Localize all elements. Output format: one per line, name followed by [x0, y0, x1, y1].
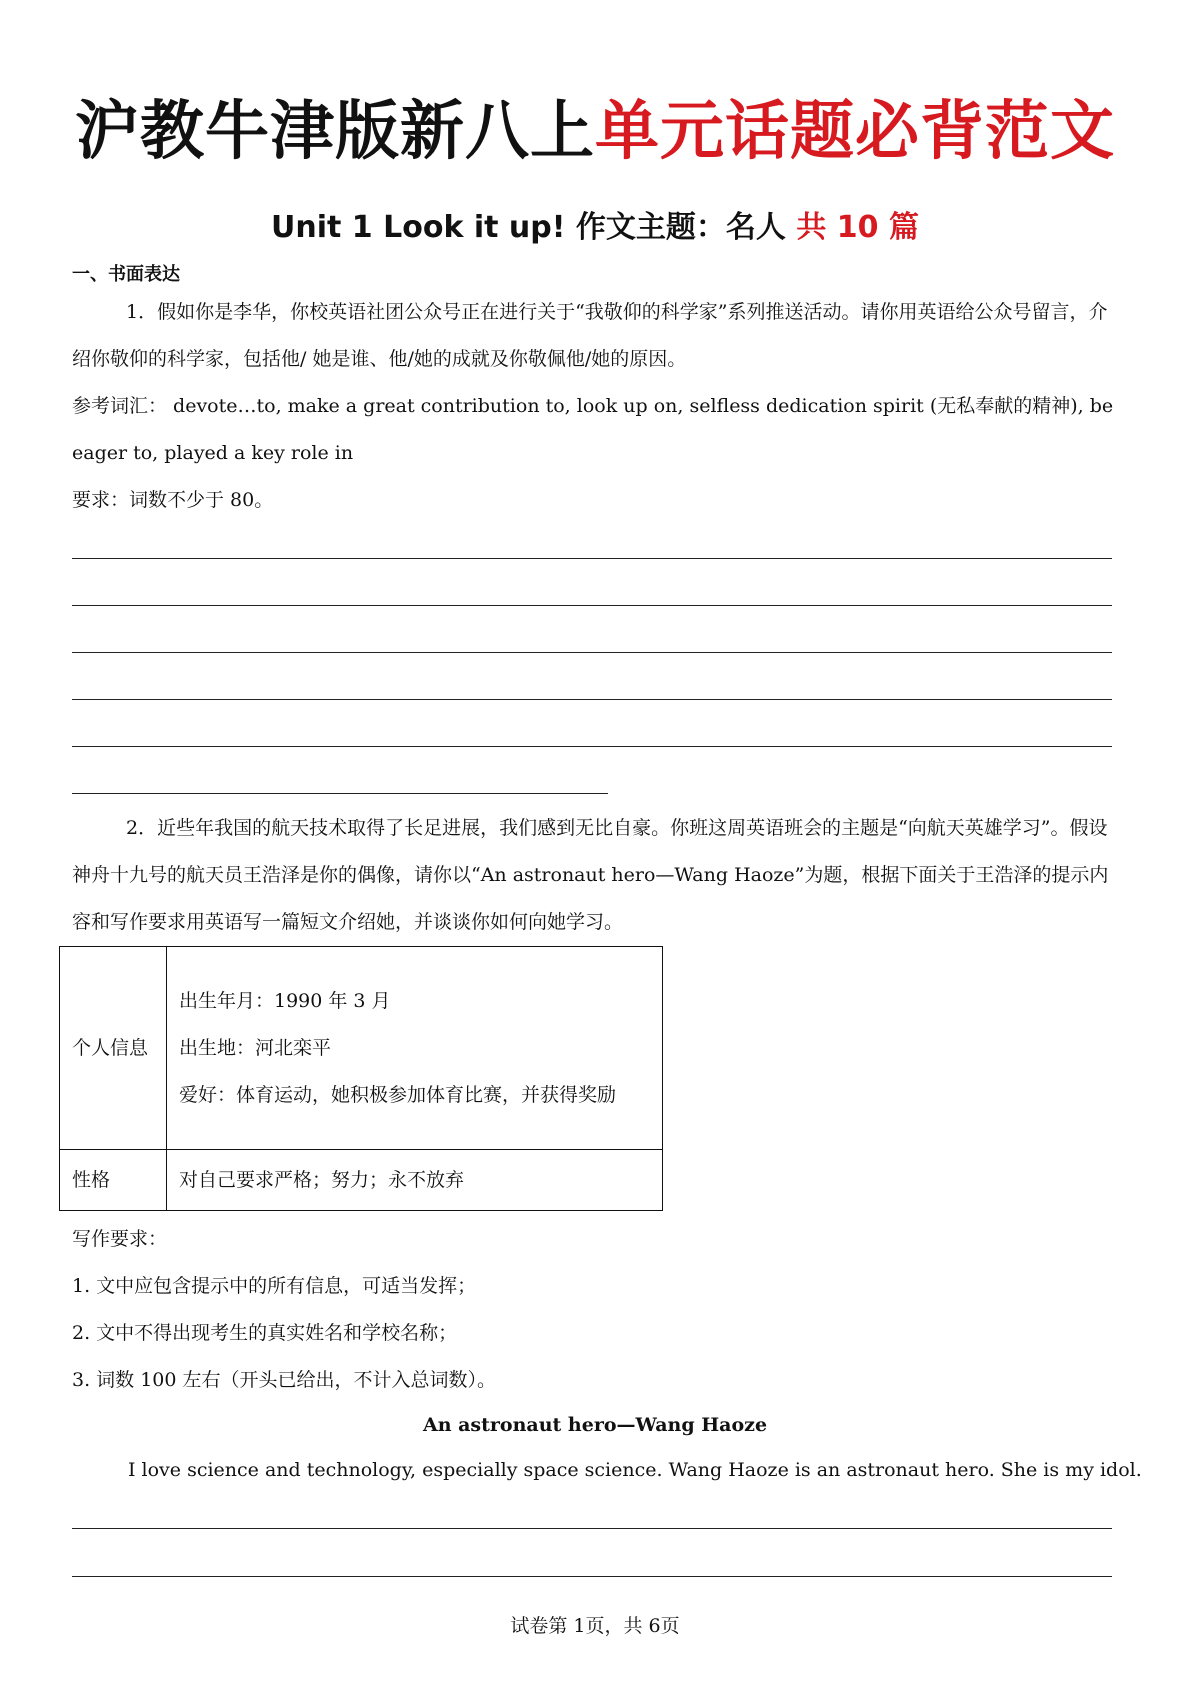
answer-line — [72, 746, 1112, 747]
requirement-item: 2. 文中不得出现考生的真实姓名和学校名称； — [72, 1322, 458, 1344]
question-1-requirement: 要求：词数不少于 80。 — [72, 489, 274, 511]
info-birthplace: 出生地：河北栾平 — [179, 1036, 332, 1059]
table-cell-content: 对自己要求严格；努力；永不放弃 — [167, 1150, 663, 1211]
essay-title: An astronaut hero—Wang Haoze — [422, 1414, 768, 1436]
section-heading: 一、书面表达 — [72, 264, 180, 285]
page-title — [0, 92, 1190, 172]
title-black-part: 沪教牛津版新八上 — [75, 95, 595, 169]
hint-table — [59, 946, 663, 1211]
requirement-item: 3. 词数 100 左右（开头已给出，不计入总词数）。 — [72, 1369, 497, 1391]
title-red-part: 单元话题必背范文 — [595, 95, 1115, 169]
question-1-vocab: 参考词汇： devote…to, make a great contribution to, look up on, selfless dedication spirit (无私奉献的精神), be eager to, played a key role in — [72, 395, 1114, 464]
answer-line — [72, 558, 1112, 559]
table-cell-label: 性格 — [60, 1150, 167, 1211]
requirements-heading: 写作要求： — [72, 1228, 168, 1250]
subtitle-red-part: 共 10 篇 — [796, 210, 919, 245]
subtitle-black-part: Unit 1 Look it up! 作文主题：名人 — [271, 210, 786, 245]
page-footer: 试卷第 1页，共 6页 — [510, 1615, 680, 1637]
answer-line — [72, 793, 608, 794]
table-row — [60, 947, 663, 1150]
page-subtitle — [0, 208, 1190, 248]
answer-line — [72, 699, 1112, 700]
table-cell-content — [167, 947, 663, 1150]
answer-line — [72, 1528, 1112, 1529]
info-hobby: 爱好：体育运动，她积极参加体育比赛，并获得奖励 — [179, 1083, 617, 1106]
essay-opening: I love science and technology, especially space science. Wang Haoze is an astronaut hero. She is my idol. — [128, 1459, 1142, 1481]
table-row — [60, 1150, 663, 1211]
answer-line — [72, 605, 1112, 606]
question-2-prompt: 2．近些年我国的航天技术取得了长足进展，我们感到无比自豪。你班这周英语班会的主题是“向航天英雄学习”。假设神舟十九号的航天员王浩泽是你的偶像，请你以“An astronaut hero—Wang Haoze”为题，根据下面关于王浩泽的提示内容和写作要求用英语写一篇短文介绍她，并谈谈你如何向她学习。 — [72, 817, 1109, 933]
answer-line — [72, 652, 1112, 653]
question-1-prompt: 1．假如你是李华，你校英语社团公众号正在进行关于“我敬仰的科学家”系列推送活动。请你用英语给公众号留言，介绍你敬仰的科学家，包括他/ 她是谁、他/她的成就及你敬佩他/她的原因。 — [72, 301, 1108, 370]
requirement-item: 1. 文中应包含提示中的所有信息，可适当发挥； — [72, 1275, 477, 1297]
table-cell-label: 个人信息 — [60, 947, 167, 1150]
info-birth: 出生年月：1990 年 3 月 — [179, 989, 391, 1012]
answer-line — [72, 1576, 1112, 1577]
